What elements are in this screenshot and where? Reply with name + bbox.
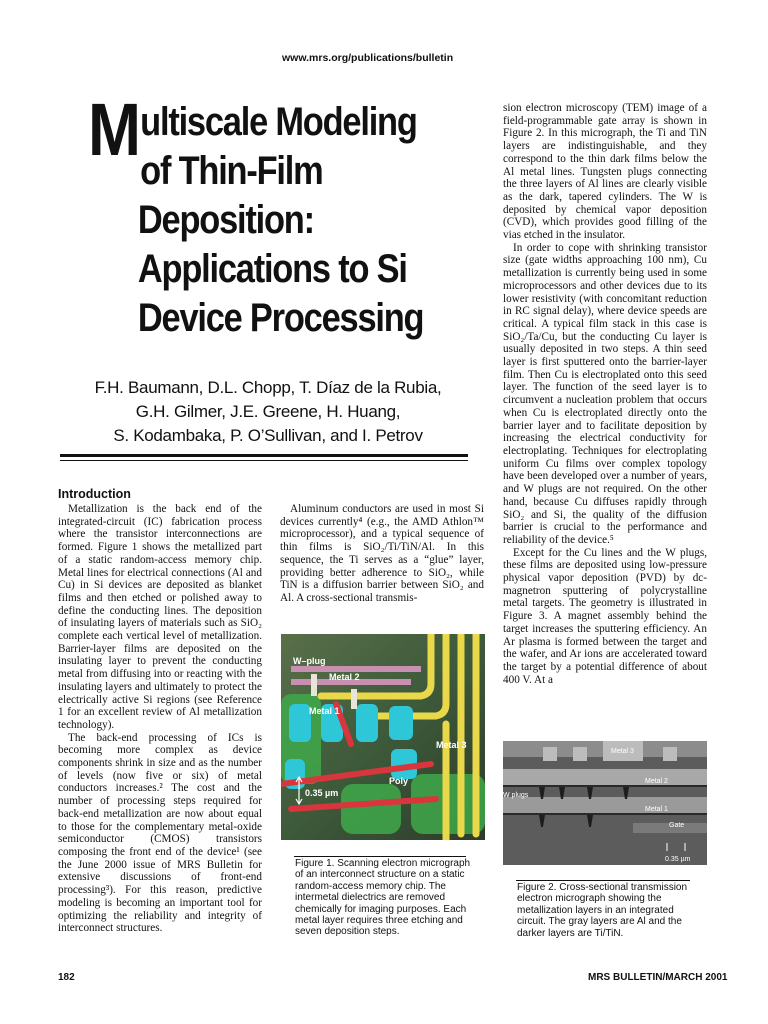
label-metal1: Metal 1 (645, 806, 668, 813)
paragraph: Aluminum conductors are used in most Si devices currently⁴ (e.g., the AMD Athlon™ microprocessor), and a typical sequence of thin films is SiO₂/Ti/TiN/Al. In this sequence, the Ti serves as a “glue” layer, providing better adherence to SiO₂, while TiN is a diffusion barrier between SiO₂ and Al. A cross-sectional transmis- (280, 503, 484, 604)
journal-url[interactable]: www.mrs.org/publications/bulletin (282, 52, 454, 64)
figure-2-tem-micrograph (503, 741, 707, 865)
label-wplug: W–plug (293, 656, 326, 666)
title-line: Deposition: (137, 198, 314, 242)
journal-issue: MRS BULLETIN/MARCH 2001 (588, 972, 728, 983)
section-heading-introduction: Introduction (58, 487, 131, 501)
text-column-3 (503, 102, 707, 686)
author-list (56, 376, 480, 448)
label-scale: 0.35 µm (305, 788, 339, 798)
label-wplugs: W plugs (503, 792, 529, 799)
title-rule-thin (60, 460, 468, 461)
paragraph: The back-end processing of ICs is becoming more complex as device components shrink in size and as the number of levels (now five or six) of metal conductors increases.² The cost and the number of processing steps required for back-end metallization are now about equal to those for the complementary metal-oxide semiconductor (CMOS) transistors composing the front end of the device¹ (see the June 2000 issue of MRS Bulletin for extensive discussions of front-end processing³). For this reason, predictive modeling is becoming an important tool for optimizing the reliability and integrity of interconnect structures. (58, 731, 262, 935)
label-scale: 0.35 µm (665, 856, 691, 863)
figure-1-caption: Figure 1. Scanning electron micrograph of an interconnect structure on a static random-access memory chip. The intermetal dielectrics are removed chemically for imaging purposes. Each metal layer requires three etching and seven deposition steps. (295, 858, 471, 938)
tem-image (503, 741, 707, 865)
paragraph: sion electron microscopy (TEM) image of a field-programmable gate array is shown in Figure 2. In this micrograph, the Ti and TiN layers are indistinguishable, and they correspond to the thin dark films below the Al metal lines. Tungsten plugs connecting the three layers of Al lines are clearly visible as the dark, tapered cylinders. The W is deposited by chemical vapor deposition (CVD), which provides good filling of the vias etched in the insulator. (503, 102, 707, 242)
caption-rule (294, 856, 466, 857)
text-column-1 (58, 503, 262, 935)
author-line: G.H. Gilmer, J.E. Greene, H. Huang, (135, 402, 401, 421)
label-metal2: Metal 2 (329, 672, 360, 682)
author-line: S. Kodambaka, P. O’Sullivan, and I. Petrov (113, 426, 423, 445)
title-dropcap: M (88, 88, 139, 171)
caption-rule (516, 880, 690, 881)
page-number: 182 (58, 972, 75, 983)
label-metal2: Metal 2 (645, 778, 668, 785)
article-title (88, 88, 432, 343)
title-line: of Thin-Film (140, 149, 323, 193)
title-rule-thick (60, 454, 468, 457)
text-column-2 (280, 503, 484, 605)
figure-2-caption: Figure 2. Cross-sectional transmission electron micrograph showing the metallization layers in an integrated circuit. The gray layers are Al and the darker layers are Ti/TiN. (517, 882, 688, 939)
title-line: Device Processing (137, 296, 424, 340)
paragraph: Except for the Cu lines and the W plugs, these films are deposited using low-pressure physical vapor deposition (PVD) by dc-magnetron sputtering of polycrystalline metal targets. The geometry is illustrated in Figure 3. A magnet assembly behind the target increases the sputtering efficiency. An Ar plasma is formed between the target and the wafer, and Ar ions are accelerated toward the target by a potential difference of about 400 V. At a (503, 546, 707, 686)
label-poly: Poly (389, 776, 409, 786)
label-metal3: Metal 3 (436, 740, 467, 750)
paragraph: In order to cope with shrinking transistor size (gate widths approaching 100 nm), Cu metallization is currently being used in some microprocessors and other devices due to its lower resistivity (with concomitant reduction in RC signal delay), where device speeds are critical. A typical film stack in this case is SiO₂/Ta/Cu, but the conducting Cu layer is usually deposited in two steps. A thin seed layer is first sputtered onto the barrier-layer film. Then Cu is electroplated onto this seed layer. The function of the seed layer is to circumvent a nucleation problem that occurs when Cu is electroplated directly onto the barrier layer and to facilitate deposition by increasing the electrical conductivity for electroplating. Techniques for electroplating uniform Cu films over complex topology have been developed over a number of years, and W plugs are not required. On the other hand, because Cu diffuses rapidly through SiO₂ and Si, the quality of the diffusion barrier is crucial to the performance and reliability of the device.⁵ (503, 241, 707, 546)
author-line: F.H. Baumann, D.L. Chopp, T. Díaz de la Rubia, (94, 378, 442, 397)
label-gate: Gate (669, 822, 685, 829)
figure-1-sem-micrograph (281, 634, 485, 840)
title-line: Applications to Si (137, 247, 407, 291)
paragraph: Metallization is the back end of the integrated-circuit (IC) fabrication process where the transistor interconnections are formed. Figure 1 shows the metallized part of a static random-access memory chip. Metal lines for electrical connections (Al and Cu) in Si devices are deposited as blanket films and then etched or polished away to define the conducting lines. The deposition of insulating layers of materials such as SiO₂ complete each vertical level of metallization. Barrier-layer films are deposited on the insulating layer to prevent the conducting metal from diffusing into or reacting with the insulating layers and ultimately to protect the electrically active Si regions (see Reference 1 for an excellent review of Al metallization technology). (58, 503, 262, 731)
label-metal1: Metal 1 (309, 706, 340, 716)
label-metal3: Metal 3 (611, 748, 634, 755)
title-line: ultiscale Modeling (140, 100, 417, 144)
sem-image (281, 634, 485, 840)
